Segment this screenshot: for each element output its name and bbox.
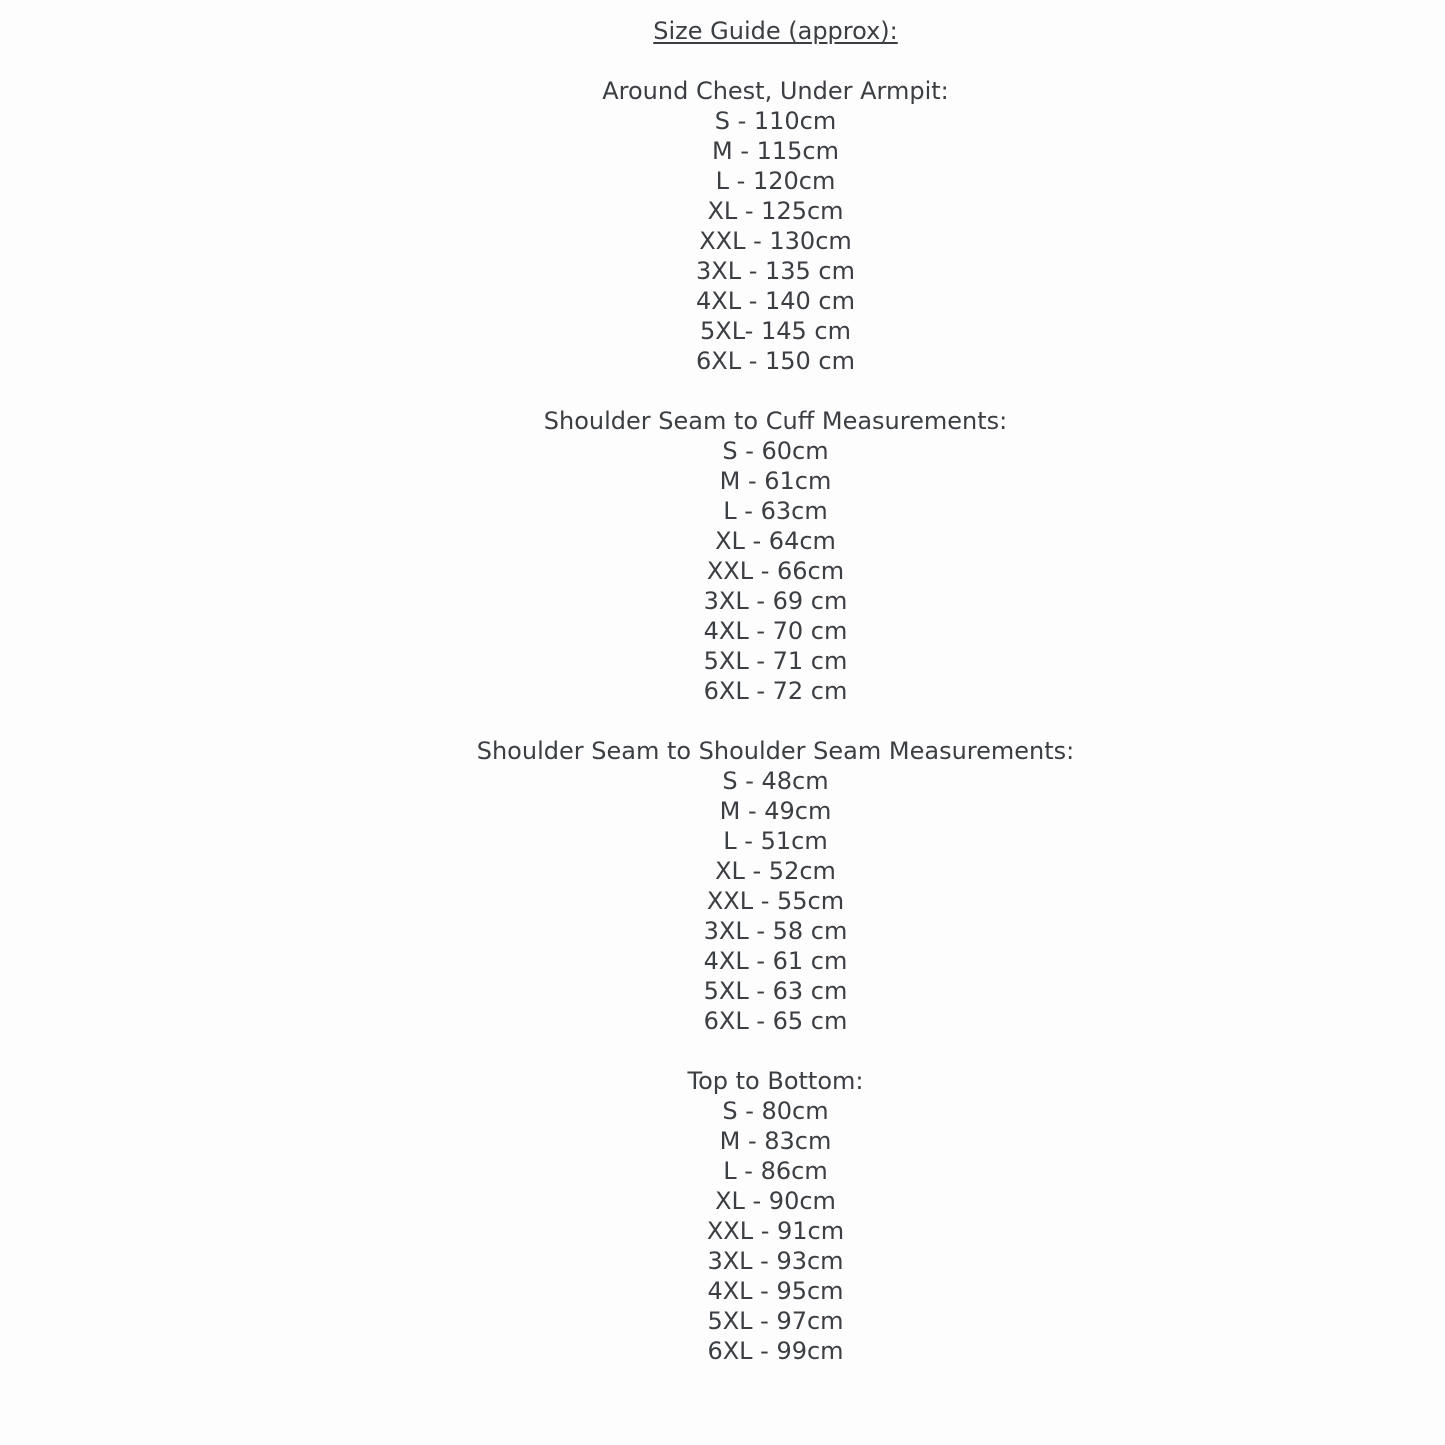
size-row: 4XL - 95cm: [707, 1277, 844, 1305]
size-row: 5XL - 71 cm: [703, 647, 848, 675]
size-row: M - 49cm: [719, 797, 832, 825]
page-title: Size Guide (approx):: [653, 17, 898, 45]
size-row: 3XL - 93cm: [707, 1247, 844, 1275]
section-heading-length: Top to Bottom:: [687, 1067, 864, 1095]
size-row: 5XL- 145 cm: [700, 317, 851, 345]
size-row: XL - 125cm: [707, 197, 844, 225]
size-row: 4XL - 140 cm: [695, 287, 855, 315]
size-row: 4XL - 61 cm: [703, 947, 848, 975]
size-row: XL - 52cm: [715, 857, 836, 885]
size-row: 6XL - 72 cm: [703, 677, 848, 705]
size-row: 3XL - 58 cm: [703, 917, 848, 945]
size-row: S - 110cm: [714, 107, 837, 135]
section-heading-shoulder: Shoulder Seam to Shoulder Seam Measurements:: [476, 737, 1075, 765]
section-items-shoulder: [53, 766, 1445, 1036]
size-row: 3XL - 135 cm: [695, 257, 855, 285]
size-row: XL - 90cm: [715, 1187, 836, 1215]
size-row: L - 63cm: [723, 497, 828, 525]
size-row: L - 51cm: [723, 827, 828, 855]
size-row: S - 48cm: [722, 767, 829, 795]
section-heading-chest: Around Chest, Under Armpit:: [602, 77, 949, 105]
size-row: S - 80cm: [722, 1097, 829, 1125]
size-guide-document: [53, 0, 1445, 1366]
size-row: 3XL - 69 cm: [703, 587, 848, 615]
section-items-length: [53, 1096, 1445, 1366]
size-row: M - 115cm: [711, 137, 839, 165]
size-row: L - 120cm: [715, 167, 836, 195]
size-row: 5XL - 97cm: [707, 1307, 844, 1335]
size-row: XXL - 130cm: [699, 227, 852, 255]
size-row: M - 83cm: [719, 1127, 832, 1155]
size-row: XXL - 55cm: [706, 887, 845, 915]
size-row: XXL - 66cm: [706, 557, 845, 585]
size-row: M - 61cm: [719, 467, 832, 495]
size-row: L - 86cm: [723, 1157, 828, 1185]
size-row: 6XL - 150 cm: [695, 347, 855, 375]
size-row: 6XL - 99cm: [707, 1337, 844, 1365]
size-row: S - 60cm: [722, 437, 829, 465]
section-heading-cuff: Shoulder Seam to Cuff Measurements:: [543, 407, 1008, 435]
size-row: 5XL - 63 cm: [703, 977, 848, 1005]
size-row: XL - 64cm: [715, 527, 836, 555]
section-items-chest: [53, 106, 1445, 376]
size-row: XXL - 91cm: [706, 1217, 845, 1245]
size-row: 4XL - 70 cm: [703, 617, 848, 645]
size-row: 6XL - 65 cm: [703, 1007, 848, 1035]
section-items-cuff: [53, 436, 1445, 706]
